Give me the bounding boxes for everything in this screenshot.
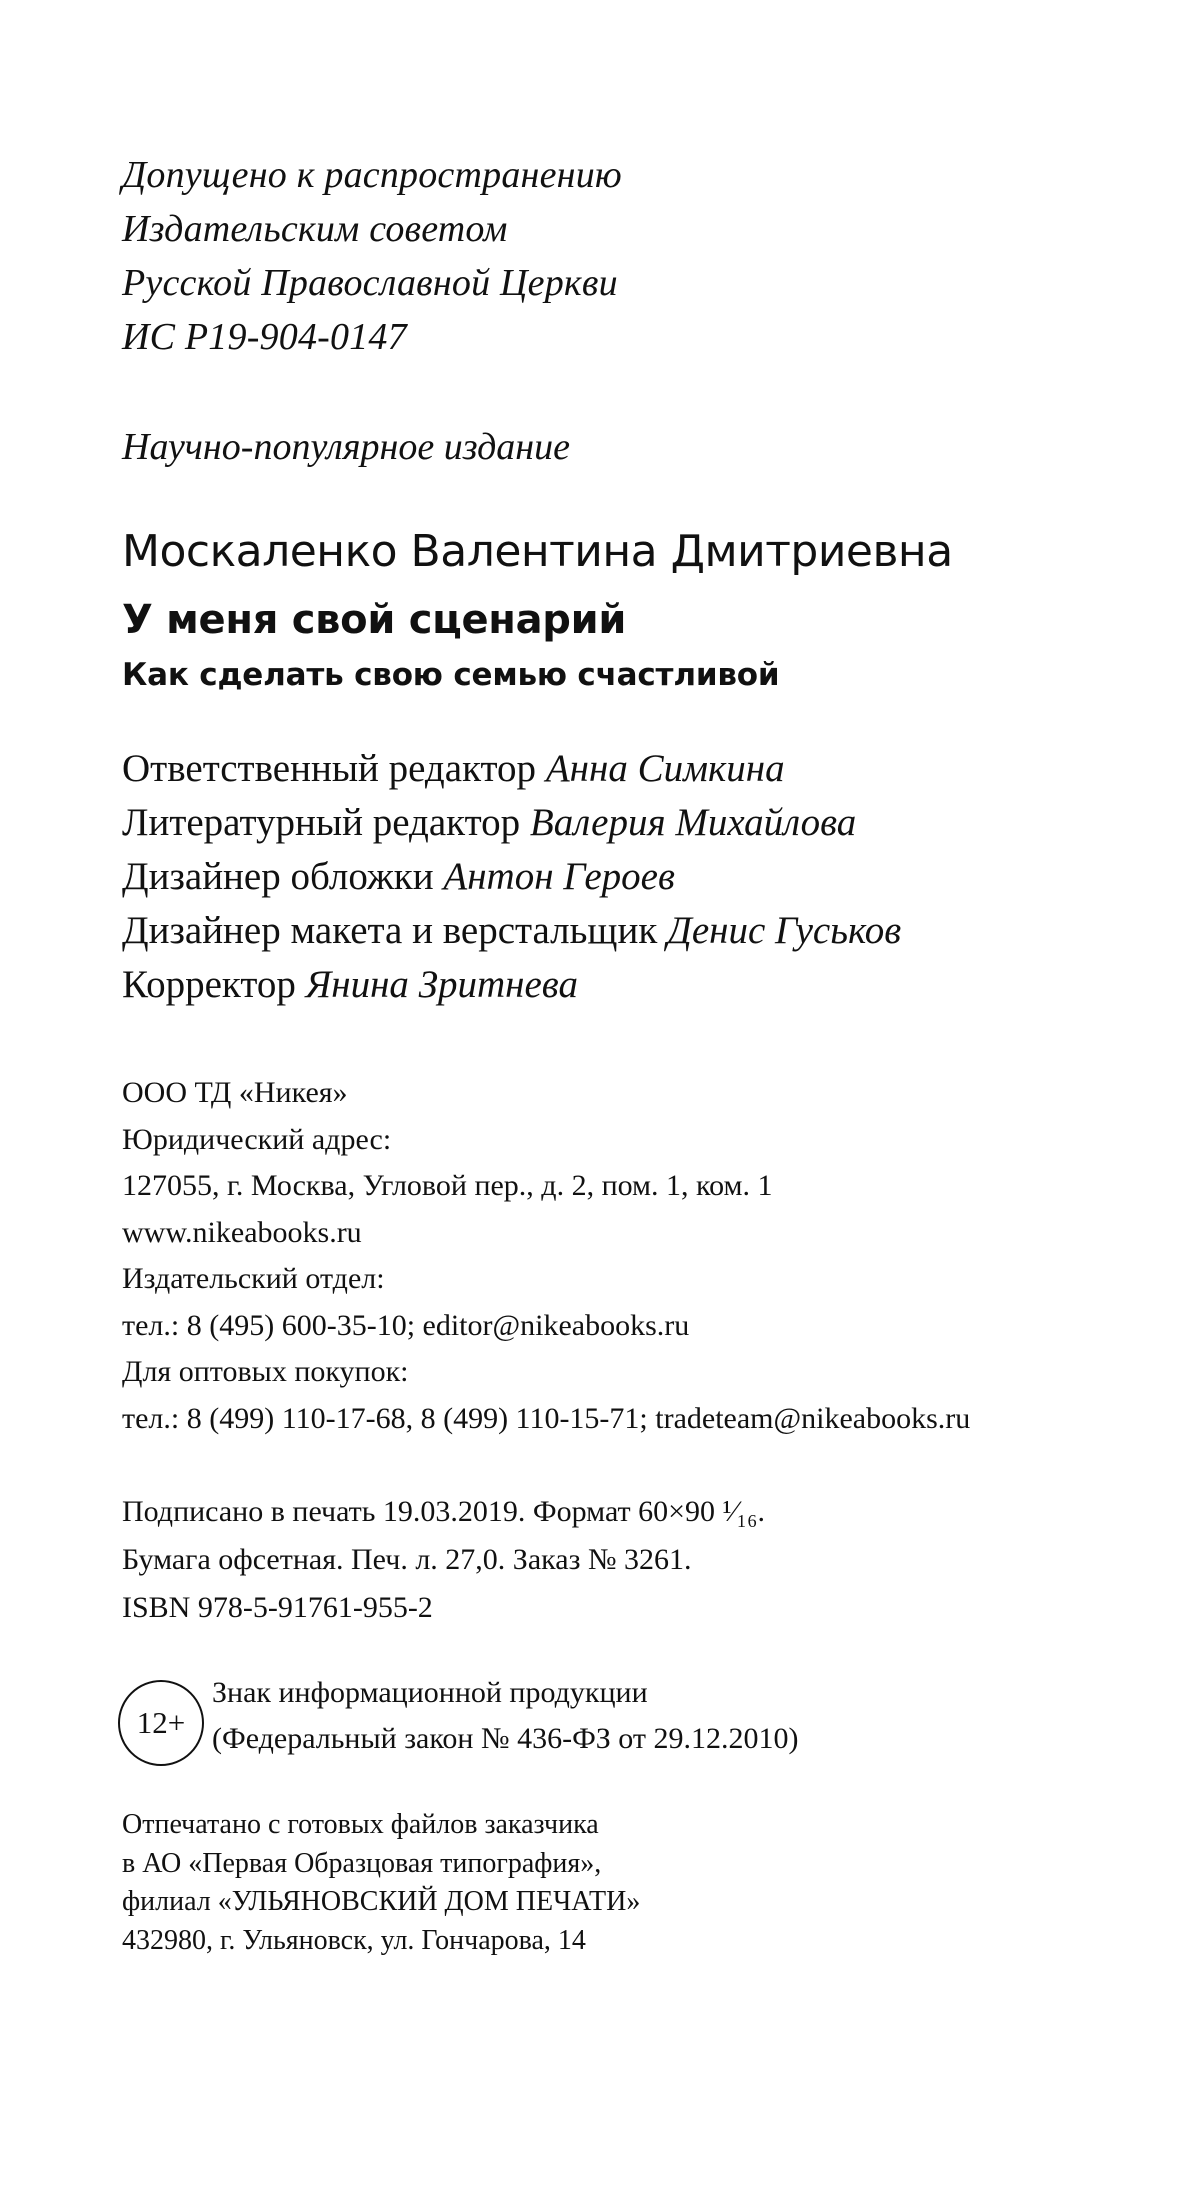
credit-line [122, 796, 901, 850]
paper-info: Бумага офсетная. Печ. л. 27,0. Заказ № 3261. [122, 1543, 692, 1576]
credit-role: Ответственный редактор [122, 747, 537, 790]
credit-name: Антон Героев [443, 855, 675, 898]
clearance-line: Русской Православной Церкви [122, 262, 618, 304]
clearance-number: ИС Р19-904-0147 [122, 316, 407, 358]
credit-name: Валерия Михайлова [529, 801, 857, 844]
publisher-website: www.nikeabooks.ru [122, 1215, 362, 1249]
credit-role: Корректор [122, 963, 296, 1006]
credit-name: Анна Симкина [545, 747, 785, 790]
age-rating-label: Знак информационной продукции [212, 1676, 648, 1709]
legal-address: 127055, г. Москва, Угловой пер., д. 2, пом. 1, ком. 1 [122, 1169, 773, 1202]
signed-to-print: Подписано в печать 19.03.2019. Формат 60×90 ¹⁄₁₆. [122, 1495, 765, 1528]
legal-address-label: Юридический адрес: [122, 1122, 392, 1156]
credits-list [122, 742, 901, 1012]
credit-line [122, 904, 901, 958]
printer-address: 432980, г. Ульяновск, ул. Гончарова, 14 [122, 1924, 586, 1956]
credit-line [122, 742, 901, 796]
publication-type: Научно-популярное издание [122, 426, 571, 468]
age-rating [118, 1670, 1178, 1780]
credit-name: Денис Гуськов [667, 909, 902, 952]
book-subtitle: Как сделать свою семью счастливой [122, 657, 780, 693]
credit-line [122, 850, 901, 904]
editorial-contacts: тел.: 8 (495) 600-35-10; editor@nikeabooks.ru [122, 1308, 690, 1342]
credit-name: Янина Зритнева [305, 963, 578, 1006]
wholesale-contacts: тел.: 8 (499) 110-17-68, 8 (499) 110-15-71; tradeteam@nikeabooks.ru [122, 1401, 971, 1435]
credit-role: Литературный редактор [122, 801, 521, 844]
credit-line [122, 958, 901, 1012]
editorial-label: Издательский отдел: [122, 1262, 385, 1295]
credit-role: Дизайнер обложки [122, 855, 434, 898]
age-rating-badge: 12+ [118, 1680, 204, 1766]
printer-line: Отпечатано с готовых файлов заказчика [122, 1809, 599, 1840]
print-info [122, 1488, 765, 1632]
clearance-line: Допущено к распространению [122, 154, 622, 196]
church-clearance [122, 148, 622, 364]
printer-line: в АО «Первая Образцовая типография», [122, 1847, 602, 1879]
isbn: ISBN 978-5-91761-955-2 [122, 1591, 433, 1624]
age-rating-text [212, 1670, 799, 1762]
credit-role: Дизайнер макета и верстальщик [122, 909, 658, 952]
wholesale-label: Для оптовых покупок: [122, 1355, 409, 1388]
author-name: Москаленко Валентина Дмитриевна [122, 526, 953, 577]
printer-line: филиал «УЛЬЯНОВСКИЙ ДОМ ПЕЧАТИ» [122, 1886, 641, 1917]
publisher-info [122, 1070, 970, 1442]
printer-info [122, 1806, 640, 1960]
age-rating-law: (Федеральный закон № 436-ФЗ от 29.12.2010) [212, 1722, 799, 1755]
book-title: У меня свой сценарий [122, 597, 627, 643]
publisher-name: ООО ТД «Никея» [122, 1076, 348, 1109]
clearance-line: Издательским советом [122, 208, 508, 250]
